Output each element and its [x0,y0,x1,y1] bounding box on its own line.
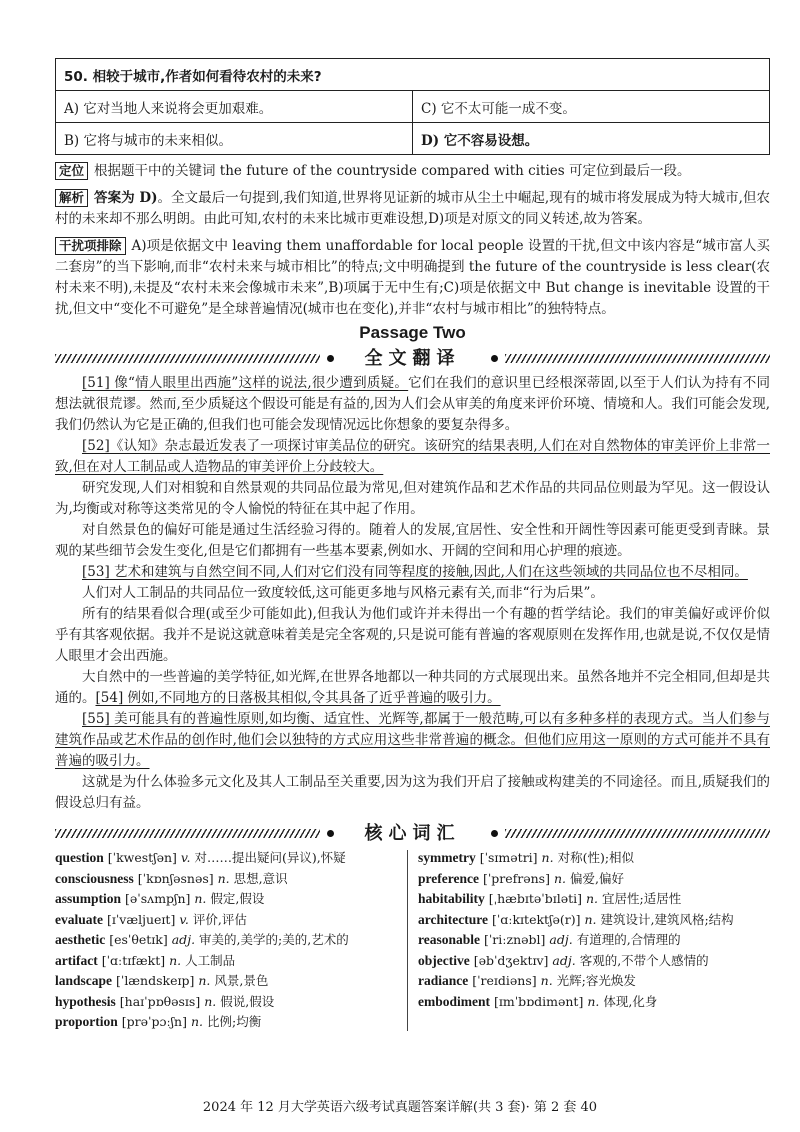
translation-paragraph: 研究发现,人们对相貌和自然景观的共同品位最为常见,但对建筑作品和艺术作品的共同品位则最为罕见。这一假设认为,均衡或对称等这类常见的令人愉悦的特征在其中起了作用。 [55,480,770,517]
vocab-entry [418,869,770,890]
translation-paragraph: 这就是为什么体验多元文化及其人工制品至关重要,因为这为我们开启了接触或构建美的不同途径。而且,质疑我们的假设总归有益。 [55,774,770,811]
locate-tag: 定位 [55,162,88,180]
vocab-definition: 人工制品 [185,952,236,968]
vocab-pos: n. [169,952,182,968]
vocab-word: artifact [55,952,98,968]
vocab-definition: 风景,景色 [214,973,269,988]
translation-paragraph [55,436,770,478]
vocab-pos: n. [204,993,217,1009]
vocab-entry [55,869,407,890]
vocab-phonetic: [ˈlændskeɪp] [116,973,195,988]
translation-section-header [55,347,770,371]
vocab-pos: adj. [549,932,573,947]
analysis-text: 。全文最后一句提到,我们知道,世界将见证新的城市从尘土中崛起,现有的城市将发展成为特大城市,但农村的未来却不那么明朗。由此可知,农村的未来比城市更难设想,D)项是对原文的同义转述,故为答案。 [55,190,770,227]
vocab-pos: n. [194,891,207,906]
option-a: A) 它对当地人来说将会更加艰难。 [56,91,413,123]
vocab-word: habitability [417,891,485,906]
vocab-pos: adj. [552,952,576,968]
vocab-pos: n. [553,870,566,886]
hatch-decoration [505,829,770,838]
question-title: 50. 相较于城市,作者如何看待农村的未来? [56,59,770,91]
page-footer: 2024 年 12 月大学英语六级考试真题答案详解(共 3 套)· 第 2 套 40 [202,1100,598,1115]
vocab-entry [55,992,407,1013]
locate-paragraph [55,161,770,182]
vocab-definition: 偏爱,偏好 [569,870,624,886]
vocab-word: hypothesis [55,993,116,1009]
vocab-entry [55,951,407,972]
hatch-decoration [505,354,770,363]
vocab-word: embodiment [417,993,490,1009]
translation-body [55,373,770,814]
vocab-phonetic: [prəˈpɔːʃn] [121,1014,187,1029]
vocab-definition: 比例;均衡 [206,1014,262,1029]
vocab-phonetic: [ˈkɒnʃəsnəs] [137,870,214,886]
translation-paragraph [55,562,770,583]
vocab-definition: 评价,评估 [192,911,247,927]
analysis-tag: 解析 [55,189,88,207]
vocab-pos: n. [540,973,553,988]
vocab-column-right [408,848,770,1033]
distractor-paragraph [55,236,770,320]
locate-text: 根据题干中的关键词 the future of the countryside compared with cities 可定位到最后一段。 [94,163,691,179]
vocab-entry [55,848,407,869]
vocab-word: assumption [55,891,122,906]
page-content [55,58,770,1033]
vocab-word: objective [417,952,470,968]
vocab-entry [418,971,770,992]
vocab-definition: 审美的,美学的;美的,艺术的 [199,932,349,947]
vocab-phonetic: [ɪˈvæljueɪt] [106,911,176,927]
vocab-definition: 光辉;容光焕发 [556,973,636,988]
vocab-pos: adj. [171,932,196,947]
vocab-entry [418,951,770,972]
vocab-pos: n. [587,993,600,1009]
translation-paragraph [55,709,770,772]
vocab-pos: n. [584,911,597,927]
bullet-dot [491,830,498,837]
vocab-entry [418,910,770,931]
translation-paragraph: 对自然景色的偏好可能是通过生活经验习得的。随着人的发展,宜居性、安全性和开阔性等因素可能更受到青睐。景观的某些细节会发生变化,但是它们都拥有一些基本要素,例如水、开阔的空间和用心护理的痕迹。 [55,522,770,559]
vocab-phonetic: [ˈkwestʃən] [107,850,177,865]
vocab-phonetic: [ˌhæbɪtəˈbɪləti] [488,891,583,906]
vocab-entry [418,848,770,869]
vocab-entry [55,1012,407,1033]
vocab-pos: n. [198,973,211,988]
answer-sentence-51: [51] 像“情人眼里出西施”这样的说法,很少遭到质疑。 [82,375,409,391]
vocab-entry [418,992,770,1013]
analysis-paragraph [55,188,770,230]
vocab-definition: 思想,意识 [233,870,288,886]
translation-text: 大自然中的一些普遍的美学特征,如光辉,在世界各地都以一种共同的方式展现出来。虽然各地并不完全相同,但却是共通的。 [55,669,770,706]
answer-sentence-52: [52]《认知》杂志最近发表了一项探讨审美品位的研究。该研究的结果表明,人们在对自然物体的审美评价上非常一致,但在对人工制品或人造物品的审美评价上分歧较大。 [55,438,770,475]
vocab-definition: 假定,假设 [210,891,265,906]
vocab-definition: 对……提出疑问(异议),怀疑 [194,850,346,865]
vocab-word: consciousness [55,870,134,886]
vocab-word: preference [417,870,479,886]
answer-sentence-54: [54] 例如,不同地方的日落极其相似,令其具备了近乎普遍的吸引力。 [95,690,501,706]
vocab-phonetic: [haɪˈpɒθəsɪs] [119,993,201,1009]
vocab-phonetic: [ɪmˈbɒdimənt] [493,993,584,1009]
translation-text: 它们在我们的意识里已经根深蒂固,以至于人们认为持有不同想法就很荒谬。然而,至少质疑这个假设可能是有益的,因为人们会从审美的角度来评价环境、情境和人。我们可能会发现,我们仍然认为它是正确的,但我们也可能会发现情况远比你想象的要复杂得多。 [55,375,770,433]
vocab-word: proportion [55,1014,118,1029]
vocab-list [55,848,770,1033]
translation-paragraph: 人们对人工制品的共同品位一致度较低,这可能更多地与风格元素有关,而非“行为后果”。 [82,585,604,601]
vocab-phonetic: [əˈsʌmpʃn] [125,891,191,906]
vocab-definition: 建筑设计,建筑风格;结构 [600,911,734,927]
bullet-dot [491,355,498,362]
answer-sentence-55: [55] 美可能具有的普遍性原则,如均衡、适宜性、光辉等,都属于一般范畴,可以有多种多样的表现方式。当人们参与建筑作品或艺术作品的创作时,他们会以独特的方式应用这些非常普遍的概念。但他们应用这一原则的方式可能并不具有普遍的吸引力。 [55,711,770,769]
answer-sentence-53: [53] 艺术和建筑与自然空间不同,人们对它们没有同等程度的接触,因此,人们在这些领域的共同品位也不尽相同。 [82,564,748,580]
vocab-phonetic: [ˈɑːtɪfækt] [101,952,166,968]
analysis-answer: 答案为 D) [94,190,158,206]
vocab-entry [418,889,770,910]
vocab-definition: 客观的,不带个人感情的 [579,952,709,968]
vocab-phonetic: [ˈɑːkɪtektʃə(r)] [491,911,581,927]
vocab-pos: n. [190,1014,203,1029]
vocab-word: question [55,850,104,865]
vocab-entry [55,889,407,910]
vocab-entry [55,971,407,992]
vocab-pos: n. [217,870,230,886]
vocab-word: evaluate [55,911,103,927]
vocab-phonetic: [esˈθetɪk] [109,932,168,947]
vocab-definition: 假说,假设 [220,993,275,1009]
passage-title: Passage Two [359,323,466,342]
vocab-section-title: 核心词汇 [364,823,461,844]
vocab-column-left [55,848,407,1033]
vocab-phonetic: [ˈprefrəns] [482,870,550,886]
vocab-entry [55,910,407,931]
vocab-definition: 对称(性);相似 [557,850,635,865]
option-d-correct: D) 它不容易设想。 [413,123,770,155]
vocab-phonetic: [əbˈdʒektɪv] [473,952,549,968]
option-b: B) 它将与城市的未来相似。 [56,123,413,155]
vocab-word: reasonable [417,932,480,947]
vocab-pos: v. [180,850,191,865]
distractor-tag: 干扰项排除 [55,237,126,255]
vocab-word: radiance [417,973,469,988]
vocab-phonetic: [ˈriːznəbl] [483,932,546,947]
vocab-phonetic: [ˈsɪmətri] [479,850,538,865]
vocab-word: architecture [417,911,488,927]
vocab-definition: 宜居性;适居性 [602,891,682,906]
vocab-word: landscape [55,973,113,988]
vocab-definition: 体现,化身 [603,993,658,1009]
option-c: C) 它不太可能一成不变。 [413,91,770,123]
vocab-entry [55,930,407,951]
vocab-word: aesthetic [55,932,106,947]
translation-paragraph [55,667,770,709]
vocab-definition: 有道理的,合情理的 [576,932,681,947]
vocab-pos: n. [541,850,554,865]
vocab-word: symmetry [417,850,476,865]
vocab-section-header [55,822,770,846]
question-table [55,58,770,155]
translation-paragraph [55,373,770,436]
translation-paragraph: 所有的结果看似合理(或至少可能如此),但我认为他们或许并未得出一个有趣的哲学结论。我们的审美偏好或评价似乎有其客观依据。我并不是说这就意味着美是完全客观的,只是说可能有普遍的客观原则在发挥作用,也就是说,不仅仅是情人眼里才会出西施。 [55,606,770,664]
vocab-pos: v. [179,911,189,927]
translation-section-title: 全文翻译 [364,348,461,369]
distractor-text: A)项是依据文中 leaving them unaffordable for local people 设置的干扰,但文中该内容是“城市富人买二套房”的当下影响,而非“农村未来与城市相比”的特点;文中明确提到 the future of the countryside is less clear(农村未来不明),未提及“农村未来会像城市未来”,B)项属于无中生有;C)项是依据文中 But change is inevitable 设置的干扰,但文中“变化不可避免”是全球普遍情况(城市也在变化),并非“农村与城市相比”的独特特点。 [55,238,770,317]
vocab-entry [418,930,770,951]
vocab-phonetic: [ˈreɪdiəns] [472,973,537,988]
vocab-pos: n. [586,891,599,906]
